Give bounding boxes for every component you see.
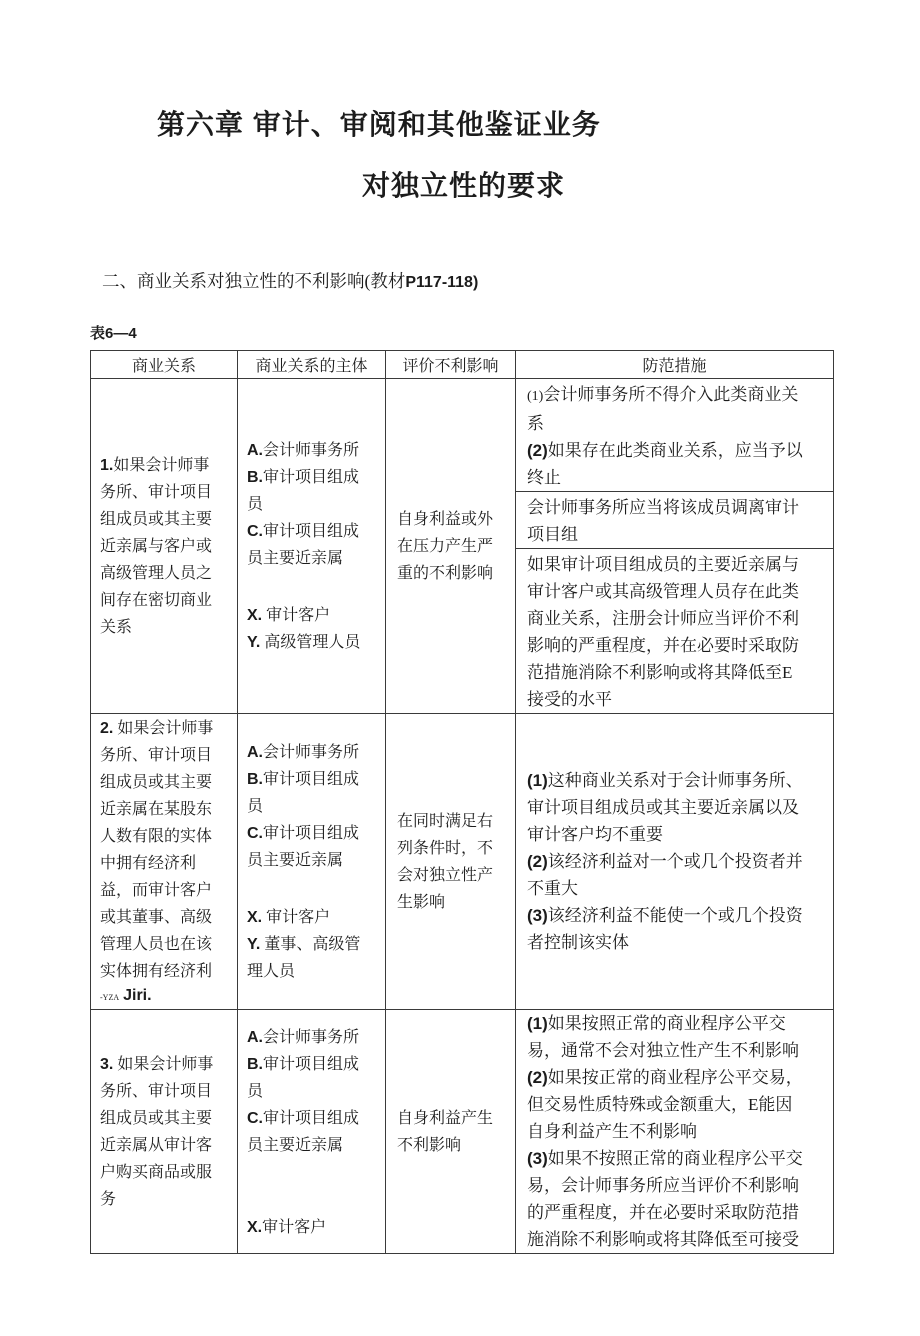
header-cell-measures: 防范措施 bbox=[516, 351, 834, 379]
cell-measures-3 bbox=[516, 1010, 834, 1254]
subject-item: A.会计师事务所 bbox=[247, 442, 360, 459]
list-marker: A. bbox=[247, 744, 263, 761]
list-marker: A. bbox=[247, 442, 263, 459]
cell-evaluation-2: 在同时满足右列条件时，不会对独立性产生影响 bbox=[386, 714, 516, 1010]
list-marker: (2) bbox=[527, 852, 548, 871]
list-marker: C. bbox=[247, 825, 263, 842]
section-heading-page-ref: P117-118) bbox=[405, 274, 479, 291]
header-cell-subjects: 商业关系的主体 bbox=[238, 351, 386, 379]
cell-subjects-1 bbox=[238, 379, 386, 714]
measure-item: (3)如果不按照正常的商业程序公平交易，会计师事务所应当评价不利影响的严重程度，并在必要时采取防范措施消除不利影响或将其降低至可接受 bbox=[527, 1149, 803, 1249]
page-subtitle: 对独立性的要求 bbox=[362, 170, 566, 201]
list-marker: B. bbox=[247, 771, 263, 788]
list-marker: 3. bbox=[100, 1056, 114, 1073]
list-marker: (1) bbox=[527, 1014, 548, 1033]
subject-item: A.会计师事务所 bbox=[247, 1028, 360, 1046]
table-header-row bbox=[91, 351, 834, 379]
list-marker: C. bbox=[247, 1109, 263, 1127]
list-marker: 2. bbox=[100, 720, 114, 737]
header-cell-relationship: 商业关系 bbox=[91, 351, 238, 379]
measure-subcell bbox=[516, 492, 833, 549]
list-marker: B. bbox=[247, 469, 263, 486]
list-marker: (1) bbox=[527, 771, 548, 790]
subject-item: Y. 董事、高级管理人员 bbox=[247, 936, 361, 980]
header-cell-evaluation: 评价不利影响 bbox=[386, 351, 516, 379]
spacer bbox=[247, 1159, 361, 1214]
spacer bbox=[247, 572, 361, 602]
list-marker: (2) bbox=[527, 441, 548, 460]
cell-relationship-3 bbox=[91, 1010, 238, 1254]
list-marker: (3) bbox=[527, 1149, 548, 1168]
cell-relationship-2 bbox=[91, 714, 238, 1010]
measure-item: 会计师事务所应当将该成员调离审计项目组 bbox=[527, 498, 799, 544]
measure-item: (1)这种商业关系对于会计师事务所、审计项目组成员或其主要近亲属以及审计客户均不重要 bbox=[527, 771, 803, 844]
spacer bbox=[247, 874, 361, 904]
page-title: 第六章 审计、审阅和其他鉴证业务 bbox=[157, 109, 601, 140]
measure-item: (3)该经济利益不能使一个或几个投资者控制该实体 bbox=[527, 906, 803, 952]
measure-subcell bbox=[516, 379, 833, 492]
list-marker: X. bbox=[247, 1218, 263, 1236]
list-marker: X. bbox=[247, 909, 263, 926]
cell-measures-1 bbox=[516, 379, 834, 714]
measure-item: (1)会计师事务所不得介入此类商业关系 bbox=[527, 385, 799, 433]
table-row bbox=[91, 1010, 834, 1254]
subject-item: A.会计师事务所 bbox=[247, 744, 360, 761]
list-marker: B. bbox=[247, 1055, 263, 1073]
subject-item: X. 审计客户 bbox=[247, 607, 331, 624]
subject-item: X.审计客户 bbox=[247, 1218, 327, 1236]
list-marker: A. bbox=[247, 1028, 263, 1046]
relationship-text: 2. 如果会计师事务所、审计项目组成员或其主要近亲属在某股东人数有限的实体中拥有经济利益，而审计客户或其董事、高级管理人员也在该实体拥有经济利 -YZA Jiri. bbox=[100, 715, 217, 1009]
subject-item: B.审计项目组成员 bbox=[247, 771, 360, 815]
measure-subcell bbox=[516, 549, 833, 713]
relationship-text: 1.如果会计师事务所、审计项目组成员或其主要近亲属与客户或高级管理人员之间存在密切商业关系 bbox=[100, 457, 213, 636]
subject-item: B.审计项目组成员 bbox=[247, 1055, 360, 1100]
section-heading bbox=[102, 269, 478, 295]
cell-subjects-2 bbox=[238, 714, 386, 1010]
list-marker: (2) bbox=[527, 1068, 548, 1087]
cell-relationship-1 bbox=[91, 379, 238, 714]
measure-item: (1)如果按照正常的商业程序公平交易，通常不会对独立性产生不利影响 bbox=[527, 1014, 799, 1060]
list-marker: Y. bbox=[247, 936, 261, 953]
list-marker: (1) bbox=[527, 389, 544, 404]
measure-item: (2)该经济利益对一个或几个投资者并不重大 bbox=[527, 852, 803, 898]
cell-evaluation-1: 自身利益或外在压力产生严重的不利影响 bbox=[386, 379, 516, 714]
list-marker: (3) bbox=[527, 906, 548, 925]
measure-item: 如果审计项目组成员的主要近亲属与审计客户或其高级管理人员存在此类商业关系，注册会计师应当评价不利影响的严重程度，并在必要时采取防范措施消除不利影响或将其降低至E接受的水平 bbox=[527, 555, 799, 709]
measure-item: (2)如果按正常的商业程序公平交易，但交易性质特殊或金额重大，E能因自身利益产生不利影响 bbox=[527, 1068, 803, 1141]
section-heading-text: 二、商业关系对独立性的不利影响(教材 bbox=[102, 271, 406, 291]
subject-item: C.审计项目组成员主要近亲属 bbox=[247, 1109, 360, 1154]
garbled-text: -YZA Jiri. bbox=[100, 987, 152, 1004]
list-marker: X. bbox=[247, 607, 263, 624]
subject-item: C.审计项目组成员主要近亲属 bbox=[247, 523, 360, 567]
subject-item: Y. 高级管理人员 bbox=[247, 634, 361, 651]
cell-measures-2 bbox=[516, 714, 834, 1010]
table-row bbox=[91, 714, 834, 1010]
cell-evaluation-3: 自身利益产生不利影响 bbox=[386, 1010, 516, 1254]
subject-item: X. 审计客户 bbox=[247, 909, 331, 926]
table-row bbox=[91, 379, 834, 714]
subject-item: C.审计项目组成员主要近亲属 bbox=[247, 825, 360, 869]
subject-item: B.审计项目组成员 bbox=[247, 469, 360, 513]
measure-item: (2)如果存在此类商业关系，应当予以终止 bbox=[527, 441, 803, 487]
table-caption: 表6—4 bbox=[90, 325, 137, 342]
cell-subjects-3 bbox=[238, 1010, 386, 1254]
list-marker: Y. bbox=[247, 634, 261, 651]
list-marker: C. bbox=[247, 523, 263, 540]
business-relationship-table bbox=[90, 350, 834, 1254]
list-marker: 1. bbox=[100, 457, 114, 474]
relationship-text: 3. 如果会计师事务所、审计项目组成员或其主要近亲属从审计客户购买商品或服务 bbox=[100, 1056, 214, 1208]
